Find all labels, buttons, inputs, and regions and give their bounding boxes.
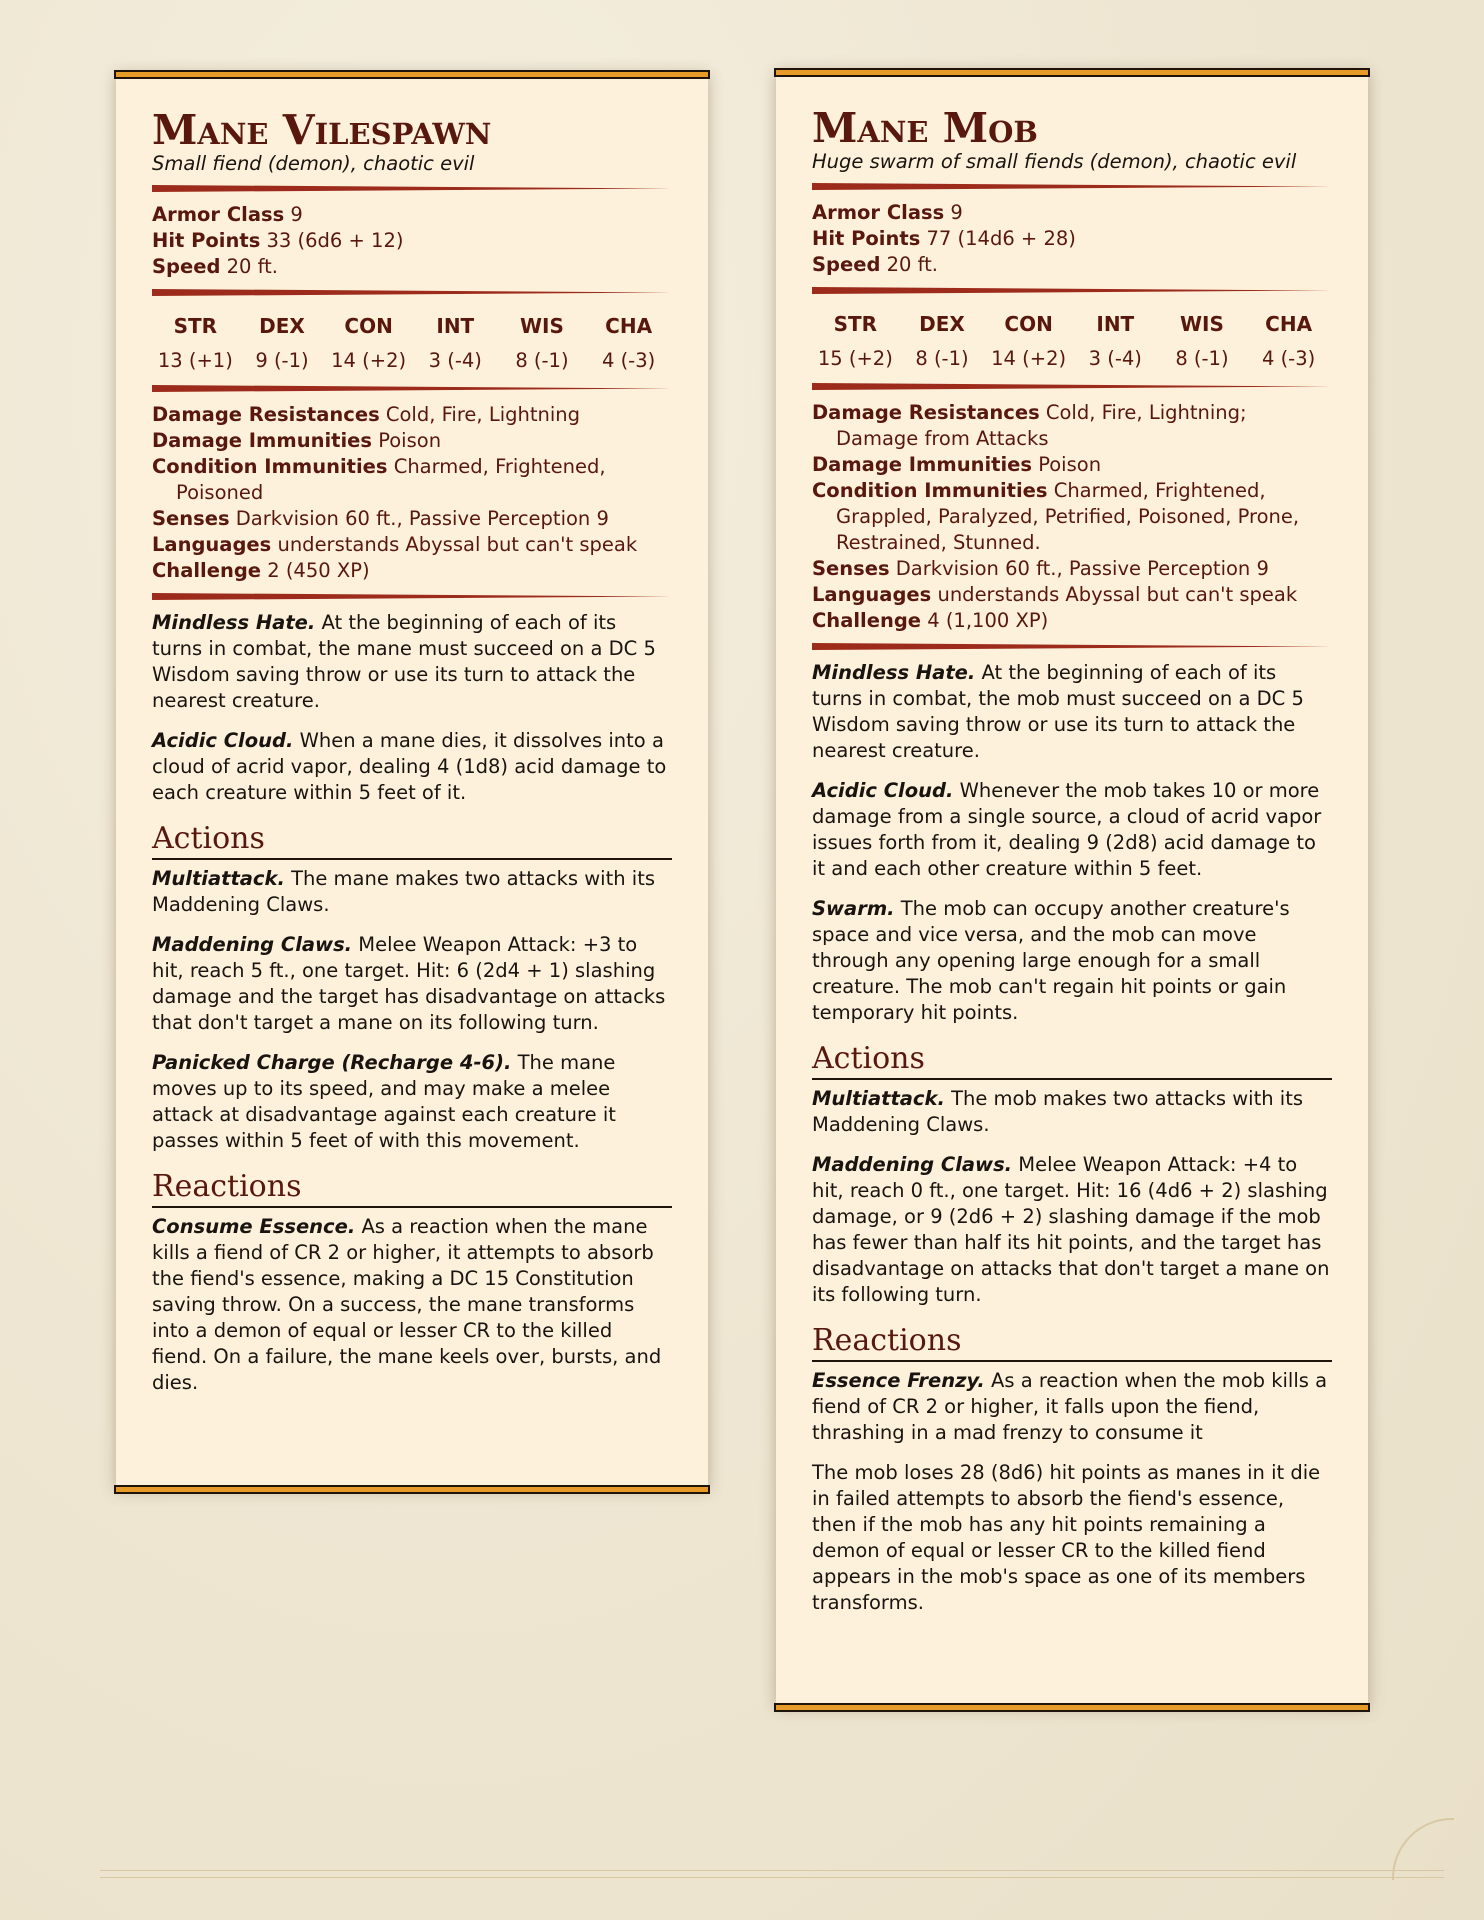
stat-block-top-bar	[114, 70, 710, 79]
divider	[152, 385, 672, 392]
page-corner-flourish	[1392, 1818, 1454, 1880]
reaction-continued: The mob loses 28 (8d6) hit points as manes in it die in failed attempts to absorb the fiend's essence, then if the mob has any hit points remaining a demon of equal or lesser CR to the killed fiend appears in the mob's space as one of its members transforms.	[812, 1461, 1321, 1614]
action: Panicked Charge (Recharge 4-6). The mane moves up to its speed, and may make a melee attack at disadvantage against each creature it passes within 5 feet of with this movement.	[152, 1051, 616, 1152]
actions-heading: Actions	[152, 820, 672, 860]
ability-cha: CHA 4 (-3)	[1261, 312, 1316, 370]
challenge: Challenge 2 (450 XP)	[152, 559, 370, 582]
reactions-heading: Reactions	[152, 1168, 672, 1208]
damage-resistances: Damage Resistances Cold, Fire, Lightning	[152, 403, 581, 426]
hit-points: Hit Points 77 (14d6 + 28)	[812, 227, 1076, 250]
ability-scores	[812, 304, 1332, 374]
ability-cha: CHA 4 (-3)	[601, 314, 656, 372]
ability-str: STR 13 (+1)	[157, 314, 233, 372]
stat-block-bottom-bar	[114, 1485, 710, 1494]
armor-class: Armor Class 9	[152, 203, 303, 226]
divider	[812, 383, 1332, 390]
stat-block-mane-vilespawn	[116, 74, 708, 1490]
armor-class: Armor Class 9	[812, 201, 963, 224]
trait: Mindless Hate. At the beginning of each of its turns in combat, the mob must succeed on a DC 5 Wisdom saving throw or use its turn to attack the nearest creature.	[812, 661, 1304, 762]
senses: Senses Darkvision 60 ft., Passive Perception 9	[152, 507, 609, 530]
ability-int: INT 3 (-4)	[1088, 312, 1142, 370]
ability-wis: WIS 8 (-1)	[1175, 312, 1229, 370]
challenge: Challenge 4 (1,100 XP)	[812, 609, 1049, 632]
action: Multiattack. The mane makes two attacks with its Maddening Claws.	[152, 867, 656, 916]
ability-dex: DEX 9 (-1)	[255, 314, 309, 372]
divider	[152, 185, 672, 192]
ability-scores	[152, 306, 672, 376]
damage-immunities: Damage Immunities Poison	[152, 429, 442, 452]
senses: Senses Darkvision 60 ft., Passive Perception 9	[812, 557, 1269, 580]
damage-immunities: Damage Immunities Poison	[812, 453, 1102, 476]
divider	[812, 643, 1332, 650]
reaction: Essence Frenzy. As a reaction when the mob kills a fiend of CR 2 or higher, it falls upon the fiend, thrashing in a mad frenzy to consume it	[812, 1369, 1328, 1444]
ability-wis: WIS 8 (-1)	[515, 314, 569, 372]
hit-points: Hit Points 33 (6d6 + 12)	[152, 229, 404, 252]
page-footer-ornament	[100, 1870, 1444, 1878]
languages: Languages understands Abyssal but can't speak	[152, 533, 638, 556]
stat-block-top-bar	[774, 68, 1370, 77]
condition-immunities: Condition Immunities Charmed, Frightened, Poisoned	[152, 455, 606, 504]
damage-resistances: Damage Resistances Cold, Fire, Lightning; Damage from Attacks	[812, 401, 1247, 450]
creature-name: Mane Vilespawn	[152, 106, 492, 154]
trait: Acidic Cloud. When a mane dies, it dissolves into a cloud of acrid vapor, dealing 4 (1d8) acid damage to each creature within 5 feet of it.	[152, 729, 667, 804]
ability-con: CON 14 (+2)	[331, 314, 407, 372]
ability-str: STR 15 (+2)	[817, 312, 893, 370]
divider	[152, 289, 672, 296]
trait: Mindless Hate. At the beginning of each of its turns in combat, the mane must succeed on a DC 5 Wisdom saving throw or use its turn to attack the nearest creature.	[152, 611, 656, 712]
trait: Acidic Cloud. Whenever the mob takes 10 or more damage from a single source, a cloud of acrid vapor issues forth from it, dealing 9 (2d8) acid damage to it and each other creature within 5 feet.	[812, 779, 1322, 880]
languages: Languages understands Abyssal but can't speak	[812, 583, 1298, 606]
reaction: Consume Essence. As a reaction when the mane kills a fiend of CR 2 or higher, it attempts to absorb the fiend's essence, making a DC 15 Constitution saving throw. On a success, the mane transforms into a demon of equal or lesser CR to the killed fiend. On a failure, the mane keels over, bursts, and dies.	[152, 1215, 662, 1394]
action: Maddening Claws. Melee Weapon Attack: +3 to hit, reach 5 ft., one target. Hit: 6 (2d4 + 1) slashing damage and the target has disadvantage on attacks that don't target a mane on its following turn.	[152, 933, 666, 1034]
trait: Swarm. The mob can occupy another creature's space and vice versa, and the mob can move through any opening large enough for a small creature. The mob can't regain hit points or gain temporary hit points.	[812, 897, 1290, 1024]
divider	[812, 287, 1332, 294]
speed: Speed 20 ft.	[152, 255, 279, 278]
action: Maddening Claws. Melee Weapon Attack: +4 to hit, reach 0 ft., one target. Hit: 16 (4d6 + 2) slashing damage, or 9 (2d6 + 2) slashing damage if the mob has fewer than half its hit points, and the target has disadvantage on attacks that don't target a mane on its following turn.	[812, 1153, 1330, 1306]
ability-dex: DEX 8 (-1)	[915, 312, 969, 370]
ability-int: INT 3 (-4)	[428, 314, 482, 372]
creature-name: Mane Mob	[812, 104, 1038, 152]
creature-type: Small fiend (demon), chaotic evil	[152, 152, 475, 175]
ability-con: CON 14 (+2)	[991, 312, 1067, 370]
stat-block-bottom-bar	[774, 1703, 1370, 1712]
divider	[152, 593, 672, 600]
speed: Speed 20 ft.	[812, 253, 939, 276]
action: Multiattack. The mob makes two attacks with its Maddening Claws.	[812, 1087, 1304, 1136]
condition-immunities: Condition Immunities Charmed, Frightened, Grappled, Paralyzed, Petrified, Poisoned, Prone, Restrained, Stunned.	[812, 479, 1300, 554]
divider	[812, 183, 1332, 190]
stat-block-mane-mob	[776, 72, 1368, 1708]
actions-heading: Actions	[812, 1040, 1332, 1080]
reactions-heading: Reactions	[812, 1322, 1332, 1362]
creature-type: Huge swarm of small fiends (demon), chaotic evil	[812, 150, 1297, 173]
